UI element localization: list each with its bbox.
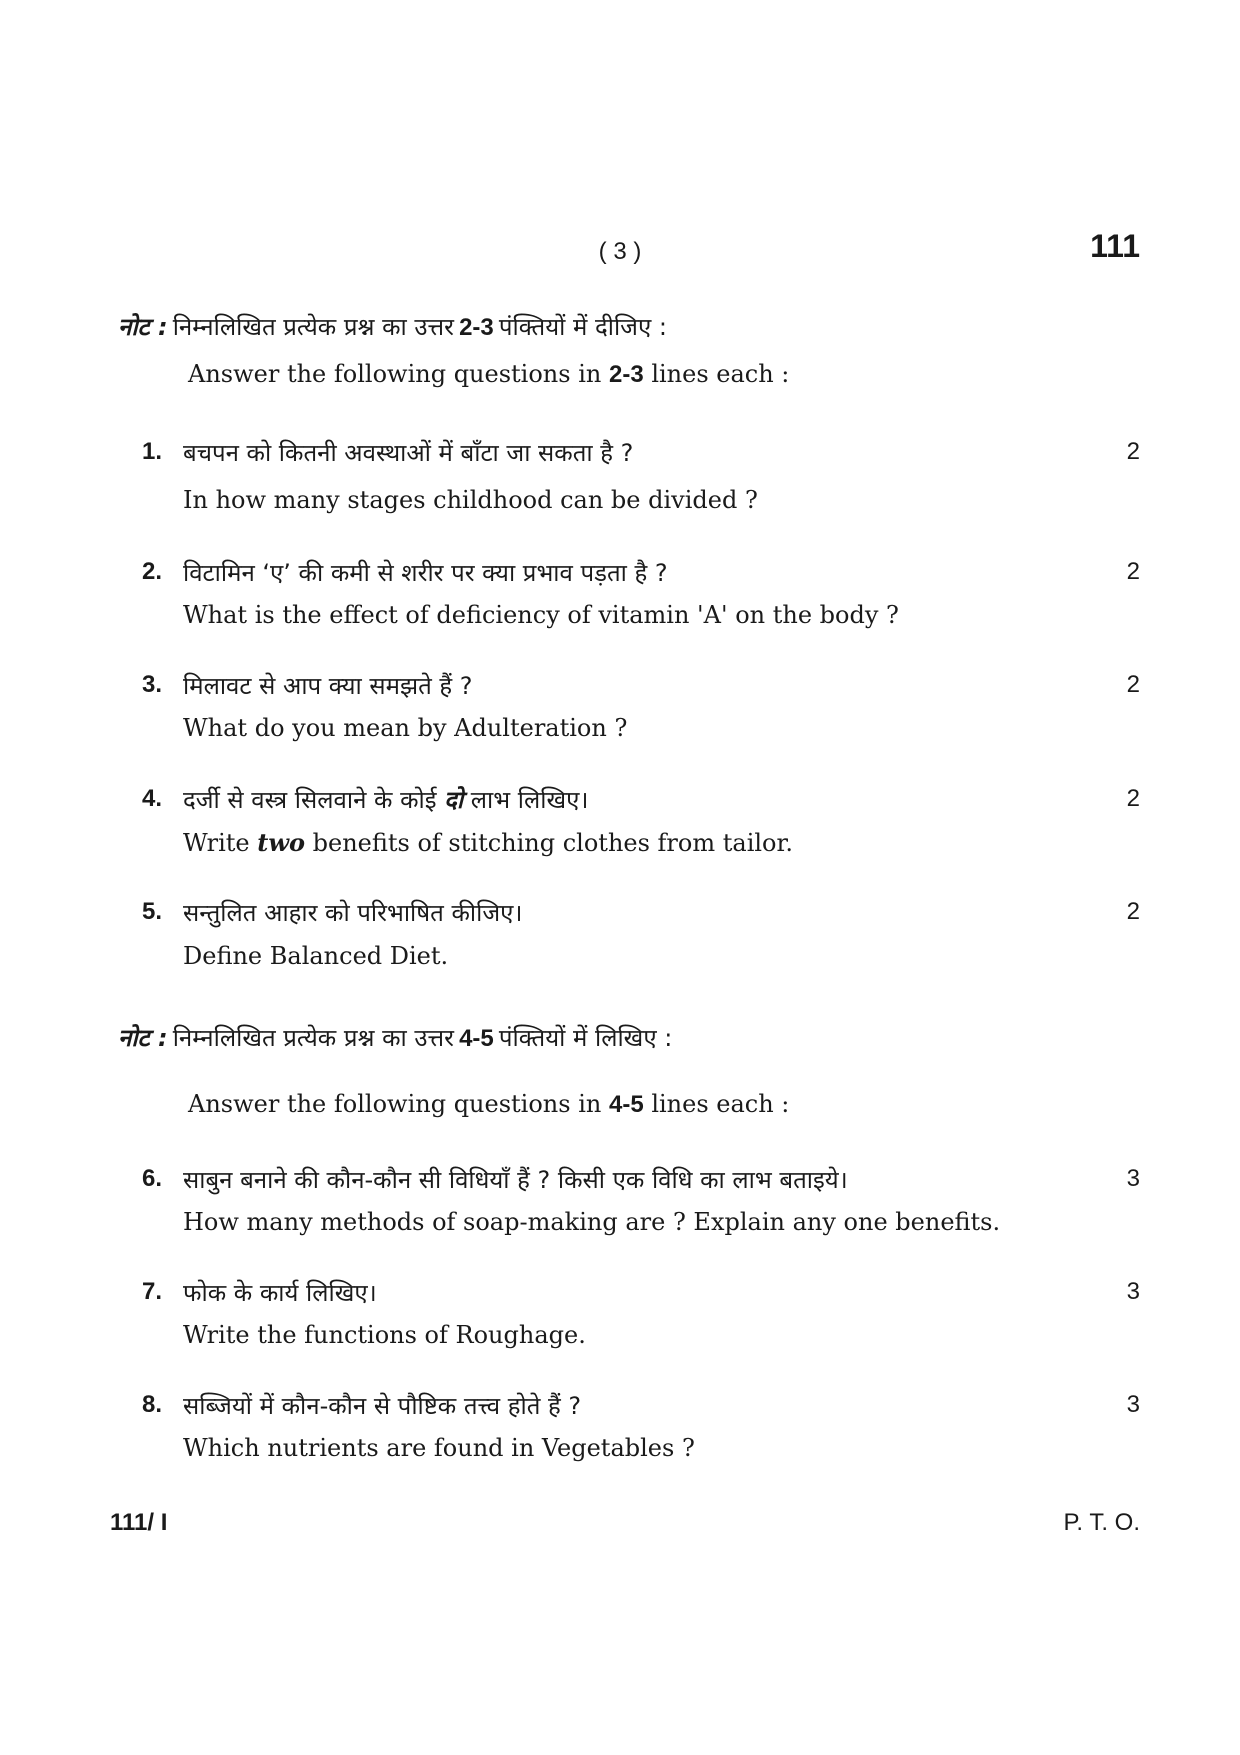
- question-number: 1.: [141, 438, 162, 465]
- question-marks: 3: [1126, 1278, 1140, 1305]
- question-hindi: बचपन को कितनी अवस्थाओं में बाँटा जा सकता है ?: [183, 439, 634, 467]
- page-number: ( 3 ): [598, 238, 642, 265]
- question-hindi: विटामिन ‘ए’ की कमी से शरीर पर क्या प्रभाव पड़ता है ?: [183, 559, 668, 587]
- question-english: Write the functions of Roughage.: [183, 1321, 586, 1349]
- question-marks: 3: [1126, 1391, 1140, 1418]
- question-marks: 2: [1126, 785, 1140, 812]
- question-marks: 2: [1126, 438, 1140, 465]
- question-english: Define Balanced Diet.: [183, 942, 449, 970]
- question-english: What do you mean by Adulteration ?: [183, 714, 628, 742]
- note-label: नोट :: [118, 1024, 168, 1052]
- note-label: नोट :: [118, 313, 168, 341]
- section1-note-english: Answer the following questions in 2-3 lines each :: [188, 360, 790, 388]
- question-marks: 2: [1126, 558, 1140, 585]
- footer-code: 111/ I: [110, 1509, 168, 1536]
- question-number: 6.: [141, 1165, 162, 1192]
- question-marks: 3: [1126, 1165, 1140, 1192]
- question-hindi: मिलावट से आप क्या समझते हैं ?: [183, 672, 473, 700]
- question-hindi: सब्जियों में कौन-कौन से पौष्टिक तत्त्व होते हैं ?: [183, 1392, 582, 1420]
- question-english: What is the effect of deficiency of vitamin 'A' on the body ?: [183, 601, 899, 629]
- section1-note-hindi: नोट : निम्नलिखित प्रत्येक प्रश्न का उत्तर 2-3 पंक्तियों में दीजिए :: [118, 313, 667, 341]
- question-marks: 2: [1126, 898, 1140, 925]
- question-number: 8.: [141, 1391, 162, 1418]
- question-english: In how many stages childhood can be divided ?: [183, 486, 758, 514]
- question-number: 2.: [141, 558, 162, 585]
- question-number: 5.: [141, 898, 162, 925]
- section2-note-english: Answer the following questions in 4-5 lines each :: [188, 1090, 790, 1118]
- question-hindi: सन्तुलित आहार को परिभाषित कीजिए।: [183, 899, 523, 927]
- question-english: Which nutrients are found in Vegetables ?: [183, 1434, 695, 1462]
- footer-pto: P. T. O.: [1063, 1509, 1140, 1536]
- question-hindi: दर्जी से वस्त्र सिलवाने के कोई दो लाभ लिखिए।: [183, 786, 589, 814]
- question-number: 3.: [141, 671, 162, 698]
- paper-code: 111: [1090, 228, 1140, 264]
- question-hindi: फोक के कार्य लिखिए।: [183, 1279, 377, 1307]
- question-marks: 2: [1126, 671, 1140, 698]
- section2-note-hindi: नोट : निम्नलिखित प्रत्येक प्रश्न का उत्तर 4-5 पंक्तियों में लिखिए :: [118, 1024, 673, 1052]
- question-english: Write two benefits of stitching clothes from tailor.: [183, 828, 793, 857]
- question-number: 7.: [141, 1278, 162, 1305]
- question-number: 4.: [141, 785, 162, 812]
- question-english: How many methods of soap-making are ? Explain any one benefits.: [183, 1208, 1001, 1236]
- question-hindi: साबुन बनाने की कौन-कौन सी विधियाँ हैं ? किसी एक विधि का लाभ बताइये।: [183, 1166, 848, 1194]
